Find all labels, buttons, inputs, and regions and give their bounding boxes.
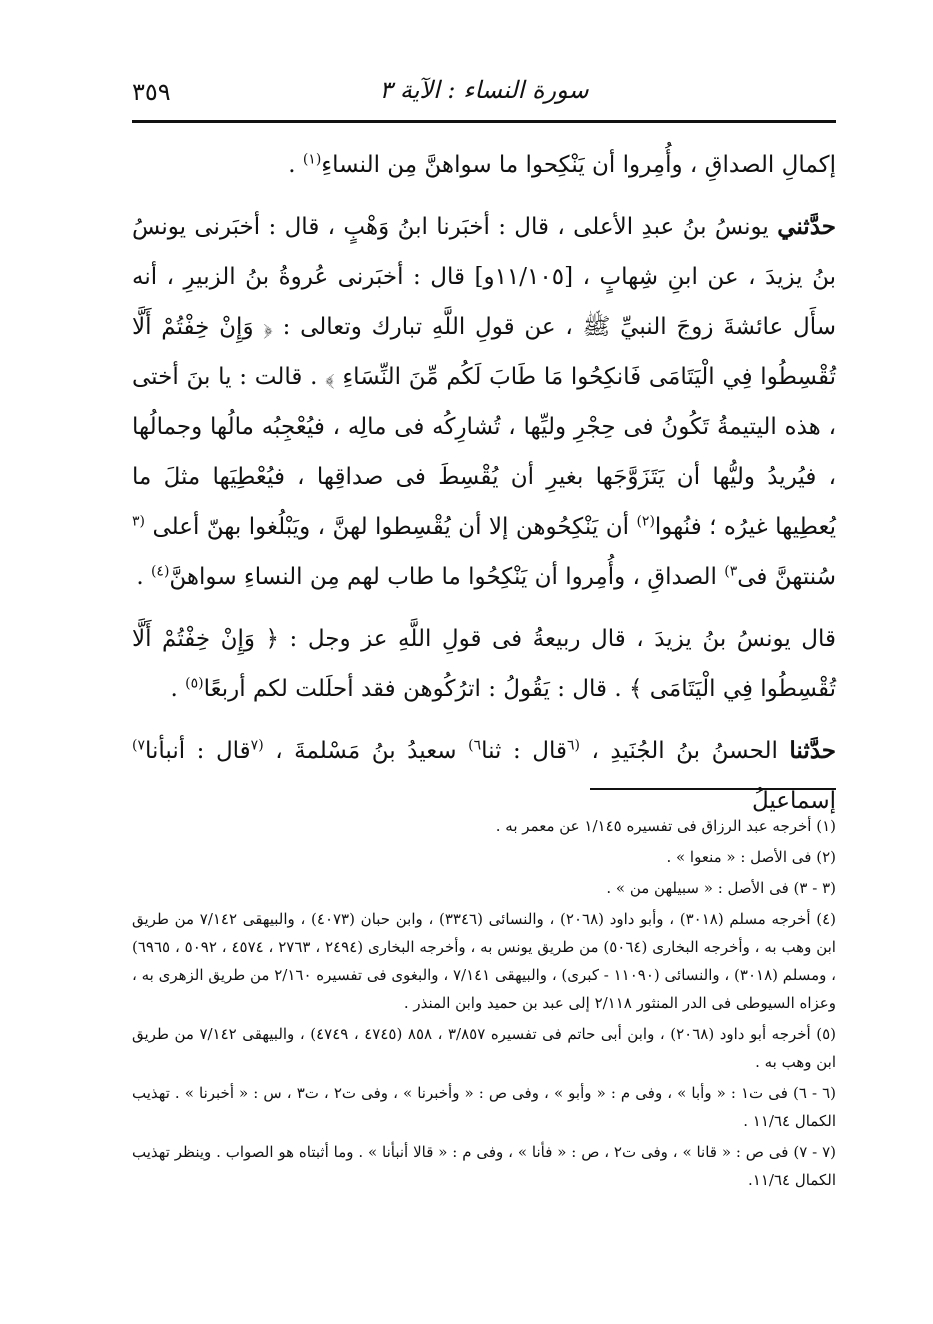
footnote: (٣ - ٣) فى الأصل : « سبيلهن من » . bbox=[606, 879, 836, 897]
footnote-ref: ٣) bbox=[724, 563, 738, 580]
paragraph-end: . bbox=[170, 676, 186, 702]
footnote-ref: (٤) bbox=[150, 563, 170, 580]
paragraph-end: . bbox=[288, 152, 303, 178]
paragraph-4 bbox=[132, 726, 836, 826]
paragraph-1 bbox=[132, 140, 836, 190]
quran-quote: ﴿ وَإِنْ خِفْتُمْ أَلَّا تُقْسِطُوا فِي الْيَتَامَى ﴾ bbox=[132, 626, 836, 702]
paragraph-text: الصداقِ ، وأُمِروا أن يَنْكِحُوا ما طاب لهم مِن النساءِ سواهنَّ bbox=[169, 564, 725, 590]
main-text bbox=[132, 140, 836, 826]
footnote-ref: (١) bbox=[302, 151, 322, 168]
running-title: سورة النساء : الآية ٣ bbox=[379, 76, 589, 104]
footnote-ref: (٦ bbox=[566, 737, 580, 754]
footnote-ref: (٢) bbox=[636, 513, 655, 530]
quran-quote: ﴿ وَإِنْ خِفْتُمْ أَلَّا تُقْسِطُوا فِي الْيَتَامَى فَانكِحُوا مَا طَابَ لَكُم مِّنَ النِّسَاءِ ﴾ bbox=[132, 314, 837, 390]
paragraph-text: إكمالِ الصداقِ ، وأُمِروا أن يَنْكِحوا ما سواهنَّ مِن النساءِ bbox=[321, 152, 836, 178]
paragraph-text: إسماعيلُ bbox=[751, 788, 836, 814]
footnote-ref: ٧) bbox=[132, 737, 145, 754]
page-header bbox=[132, 70, 836, 123]
footnote: (٦ - ٦) فى ت١ : « وأبا » ، وفى م : « وأبو » ، وفى ص : « وأخبرنا » ، وفى ت٢ ، ت٣ ، س : « أخبرنا » . تهذيب الكمال ١١/٦٤ . bbox=[132, 1084, 837, 1130]
paragraph-text: قال يونسُ بنُ يزيدَ ، قال ربيعةُ فى قولِ اللَّهِ عز وجل : bbox=[279, 626, 836, 652]
footnote-ref: (٣ bbox=[132, 513, 145, 530]
footnote: (٤) أخرجه مسلم (٣٠١٨) ، وأبو داود (٢٠٦٨) ، والنسائى (٣٣٤٦) ، وابن حبان (٤٠٧٣) ، والبيهقى ٧/١٤٢ من طريق ابن وهب به ، وأخرجه البخارى (٥٠٦٤) من طريق يونس به ، وأخرجه البخارى (٢٤٩٤ ، ٢٧٦٣ ، ٤٥٧٤ ، ٥٠٩٢ ، ٦٩٦٥) ، ومسلم (٣٠١٨) ، والنسائى (١١٠٩٠ - كبرى) ، والبيهقى ٧/١٤١ ، والبغوى فى تفسيره ٢/١٦٠ من طريق الزهرى به ، وعزاه السيوطى فى الدر المنثور ٢/١١٨ إلى عبد بن حميد وابن المنذر . bbox=[132, 910, 836, 1012]
paragraph-text: . قالت : يا بنَ أختى ، هذه اليتيمةُ تَكُونُ فى حِجْرِ وليِّها ، تُشارِكُه فى مالِه ، فيُعْجِبُه مالُها وجمالُها ، فيُريدُ وليُّها أن يَتَزَوَّجَها بغيرِ أن يُقْسِطَ فى صداقِها ، فيُعْطِيَها مثلَ ما يُعطِيها غيرُه ؛ فنُهوا bbox=[132, 364, 836, 540]
isnad-lead: حدَّثنا bbox=[789, 737, 837, 764]
paragraph-text: قال : أنبأنا bbox=[145, 738, 251, 764]
footnote: (٢) فى الأصل : « منعوا » . bbox=[666, 848, 836, 866]
isnad-lead: حدَّثني bbox=[777, 213, 836, 240]
footnote-divider bbox=[590, 788, 836, 790]
paragraph-text: . قال : يَقُولُ : اترُكُوهن فقد أحلَلت لكم أربعًا bbox=[203, 676, 629, 702]
footnote-ref: (٧ bbox=[250, 737, 264, 754]
page-number: ٣٥٩ bbox=[132, 78, 171, 106]
paragraph-text: الحسنُ بنُ الجُنَيدِ ، bbox=[579, 738, 790, 764]
paragraph-end: . bbox=[136, 564, 151, 590]
paragraph-2 bbox=[132, 202, 836, 602]
footnote: (٥) أخرجه أبو داود (٢٠٦٨) ، وابن أبى حاتم فى تفسيره ٣/٨٥٧ ، ٨٥٨ (٤٧٤٥ ، ٤٧٤٩) ، والبيهقى ٧/١٤٢ من طريق ابن وهب به . bbox=[132, 1025, 837, 1071]
paragraph-3 bbox=[132, 614, 836, 714]
paragraph-text: يونسُ بنُ عبدِ الأعلى ، قال : أخبَرنا ابنُ وَهْبٍ ، قال : أخبَرنى يونسُ بنُ يزيدَ ، عن ابنِ شِهابٍ ، [١١/١٠٥و] قال : أخبَرنى عُروةُ بنُ الزبيرِ ، أنه سأَل عائشةَ زوجَ النبيِّ ﷺ ، عن قولِ اللَّهِ تبارك وتعالى : bbox=[132, 214, 836, 340]
paragraph-text: سُنتهنَّ فى bbox=[737, 564, 836, 590]
footnote-ref: ٦) bbox=[468, 737, 482, 754]
footnote: (٧ - ٧) فى ص : « قانا » ، وفى ت٢ ، ص : « فأنا » ، وفى م : « قالا أنبأنا » . وما أثبتاه هو الصواب . وينظر تهذيب الكمال ١١/٦٤. bbox=[132, 1143, 836, 1189]
paragraph-text: قال : ثنا bbox=[481, 738, 567, 764]
footnotes bbox=[132, 812, 836, 1197]
paragraph-text: سعيدُ بنُ مَسْلمةَ ، bbox=[263, 738, 469, 764]
footnote-ref: (٥) bbox=[185, 675, 204, 692]
paragraph-text: أن يَنْكِحُوهن إلا أن يُقْسِطوا لهنَّ ، ويَبْلُغوا بهنّ أعلى bbox=[145, 514, 637, 540]
footnote: (١) أخرجه عبد الرزاق فى تفسيره ١/١٤٥ عن معمر به . bbox=[495, 817, 836, 835]
